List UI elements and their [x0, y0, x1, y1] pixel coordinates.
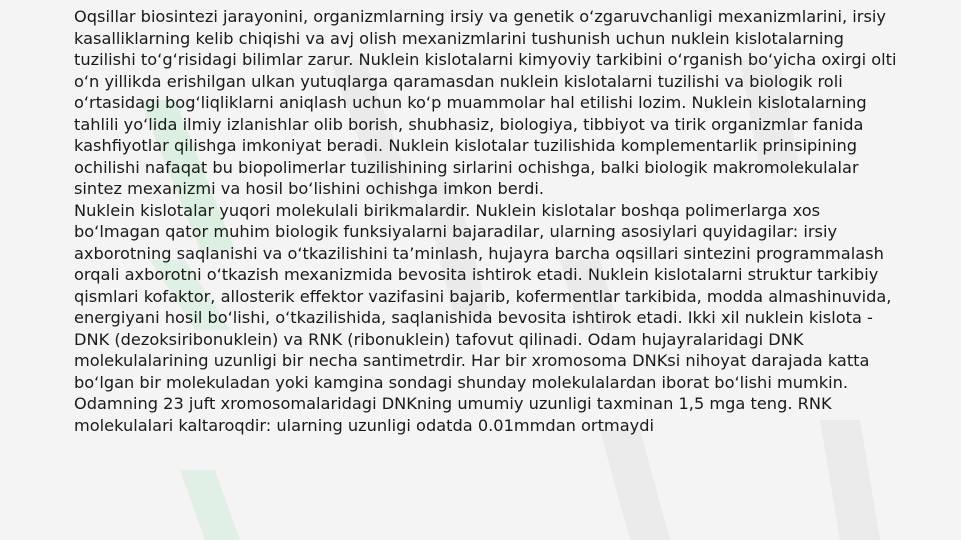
decor-shape-gray-6: [820, 420, 880, 540]
paragraph-1: Oqsillar biosintezi jarayonini, organizmlarning irsiy va genetik o‘zgaruvchanligi mexanizmlarini, irsiy kasalliklarning kelib chiqishi va avj olish mexanizmlarini tushunish uchun nuklein kislotalarning tuzilishi to‘g‘risidagi bilimlar zarur. Nuklein kislotalarni kimyoviy tarkibini o‘rganish bo‘yicha oxirgi olti o‘n yillikda erishilgan ulkan yutuqlarga qaramasdan nuklein kislotalarni tuzilishi va biologik roli o‘rtasidagi bog‘liqliklarni aniqlash uchun ko‘p muammolar hal etilishi lozim. Nuklein kislotalarning tahlili yo‘lida ilmiy izlanishlar olib borish, shubhasiz, biologiya, tibbiyot va tirik organizmlar fanida kashfiyotlar qilishga imkoniyat beradi. Nuklein kislotalar tuzilishida komplementarlik prinsipining ochilishi nafaqat bu biopolimerlar tuzilishining sirlarini ochishga, balki biologik makromolekulalar sintez mexanizmi va hosil bo‘lishini ochishga imkon berdi.: [74, 7, 897, 198]
decor-shape-green-3: [180, 470, 240, 540]
paragraph-2: Nuklein kislotalar yuqori molekulali birikmalardir. Nuklein kislotalar boshqa polimerlarga xos bo‘lmagan qator muhim biologik funksiyalarni bajaradilar, ularning asosiylari quyidagilar: irsiy axborotning saqlanishi va o‘tkazilishini ta’minlash, hujayra barcha oqsillari sintezini programmalash orqali axborotni o‘tkazish mexanizmida bevosita ishtirok etadi. Nuklein kislotalarni struktur tarkibiy qismlari kofaktor, allosterik effektor vazifasini bajarib, kofermentlar tarkibida, modda almashinuvida, energiyani hosil bo‘lishi, o‘tkazilishida, saqlanishida bevosita ishtirok etadi. Ikki xil nuklein kislota - DNK (dezoksiribonuklein) va RNK (ribonuklein) tafovut qilinadi. Odam hujayralaridagi DNK molekulalarining uzunligi bir necha santimetrdir. Har bir xromosoma DNKsi nihoyat darajada katta bo‘lgan bir molekuladan yoki kamgina sondagi shunday molekulalardan iborat bo‘lishi mumkin. Odamning 23 juft xromosomalaridagi DNKning umumiy uzunligi taxminan 1,5 mga teng. RNK molekulalari kaltaroqdir: ularning uzunligi odatda 0.01mmdan ortmaydi: [74, 200, 892, 435]
slide-body-text: [74, 6, 904, 436]
decor-shape-gray-4: [600, 430, 670, 540]
